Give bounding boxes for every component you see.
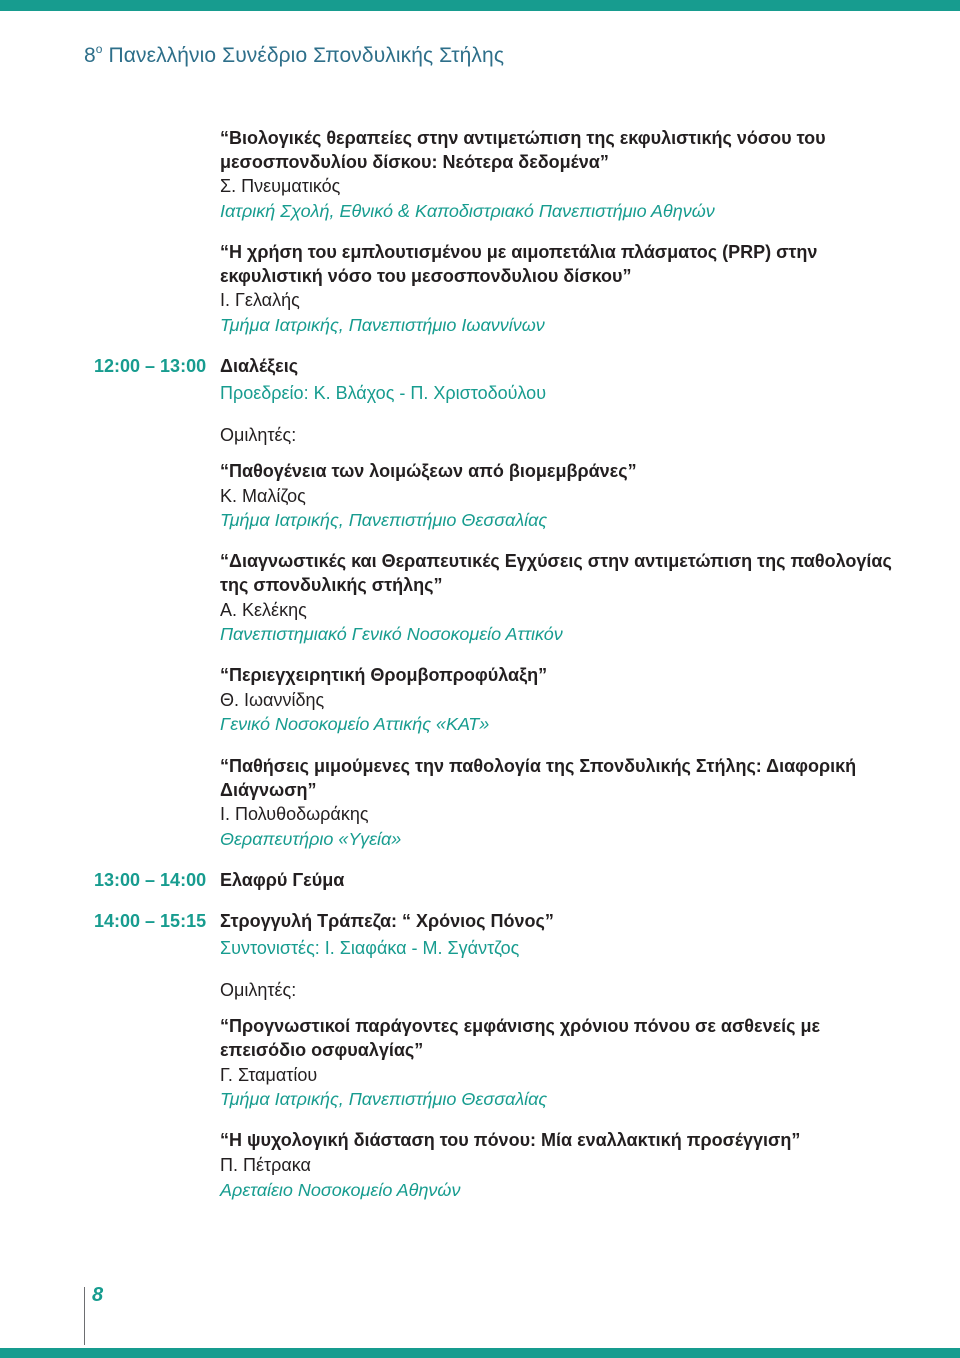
- talk-speaker: Π. Πέτρακα: [220, 1155, 311, 1175]
- session-time: 14:00 – 15:15: [94, 911, 207, 931]
- talk-title: “Παθογένεια των λοιμώξεων από βιομεμβράνες”: [220, 461, 637, 481]
- speakers-label: Ομιλητές:: [220, 425, 297, 445]
- talk-institution: Τμήμα Ιατρικής, Πανεπιστήμιο Ιωαννίνων: [220, 315, 545, 335]
- talk-speaker: Γ. Σταματίου: [220, 1065, 318, 1085]
- bottom-accent-bar: [0, 1348, 960, 1358]
- talk-speaker: Κ. Μαλίζος: [220, 486, 306, 506]
- conference-ordinal: ο: [95, 42, 103, 56]
- talk-title: εκφυλιστική νόσο του μεσοσπονδυλιου δίσκου”: [220, 266, 632, 286]
- talk-title: επεισόδιο οσφυαλγίας”: [220, 1040, 424, 1060]
- running-header: [84, 42, 504, 68]
- talk-institution: Πανεπιστημιακό Γενικό Νοσοκομείο Αττικόν: [220, 624, 563, 644]
- talk-institution: Ιατρική Σχολή, Εθνικό & Καποδιστριακό Πανεπιστήμιο Αθηνών: [220, 201, 715, 221]
- talk-title: “Η χρήση του εμπλουτισμένου με αιμοπετάλια πλάσματος (PRP) στην: [220, 242, 818, 262]
- talk-title: “Η ψυχολογική διάσταση του πόνου: Μία εναλλακτική προσέγγιση”: [220, 1130, 801, 1150]
- talk-speaker: Θ. Ιωαννίδης: [220, 690, 325, 710]
- talk-speaker: Ι. Πολυθοδωράκης: [220, 804, 369, 824]
- page-number-rule: [84, 1287, 85, 1345]
- session-time: 13:00 – 14:00: [94, 870, 207, 890]
- talk-institution: Θεραπευτήριο «Υγεία»: [220, 829, 402, 849]
- page-number: 8: [92, 1284, 104, 1306]
- talk-institution: Τμήμα Ιατρικής, Πανεπιστήμιο Θεσσαλίας: [220, 1089, 548, 1109]
- session-chairs: Προεδρείο: Κ. Βλάχος - Π. Χριστοδούλου: [220, 383, 547, 403]
- speakers-label: Ομιλητές:: [220, 980, 297, 1000]
- talk-title: της σπονδυλικής στήλης”: [220, 575, 443, 595]
- talk-title: μεσοσπονδυλίου δίσκου: Νεότερα δεδομένα”: [220, 152, 609, 172]
- conference-title: Πανελλήνιο Συνέδριο Σπονδυλικής Στήλης: [102, 44, 505, 67]
- talk-title: “Παθήσεις μιμούμενες την παθολογία της Σπονδυλικής Στήλης: Διαφορική: [220, 756, 857, 776]
- talk-title: “Προγνωστικοί παράγοντες εμφάνισης χρόνιου πόνου σε ασθενείς με: [220, 1016, 821, 1036]
- talk-institution: Τμήμα Ιατρικής, Πανεπιστήμιο Θεσσαλίας: [220, 510, 548, 530]
- top-accent-bar: [0, 0, 960, 11]
- session-time: 12:00 – 13:00: [94, 356, 207, 376]
- session-title: Ελαφρύ Γεύμα: [220, 870, 345, 890]
- talk-title: “Περιεγχειρητική Θρομβοπροφύλαξη”: [220, 665, 548, 685]
- session-chairs: Συντονιστές: Ι. Σιαφάκα - Μ. Σγάντζος: [220, 938, 520, 958]
- talk-speaker: Σ. Πνευματικός: [220, 176, 341, 196]
- talk-institution: Αρεταίειο Νοσοκομείο Αθηνών: [220, 1180, 461, 1200]
- talk-speaker: Ι. Γελαλής: [220, 290, 300, 310]
- talk-institution: Γενικό Νοσοκομείο Αττικής «ΚΑΤ»: [220, 714, 490, 734]
- talk-title: “Βιολογικές θεραπείες στην αντιμετώπιση της εκφυλιστικής νόσου του: [220, 128, 826, 148]
- talk-speaker: Α. Κελέκης: [220, 600, 307, 620]
- session-title: Στρογγυλή Τράπεζα: “ Χρόνιος Πόνος”: [220, 911, 554, 931]
- talk-title: Διάγνωση”: [220, 780, 317, 800]
- conference-number: 8: [84, 44, 96, 67]
- talk-title: “Διαγνωστικές και Θεραπευτικές Εγχύσεις στην αντιμετώπιση της παθολογίας: [220, 551, 892, 571]
- session-title: Διαλέξεις: [220, 356, 299, 376]
